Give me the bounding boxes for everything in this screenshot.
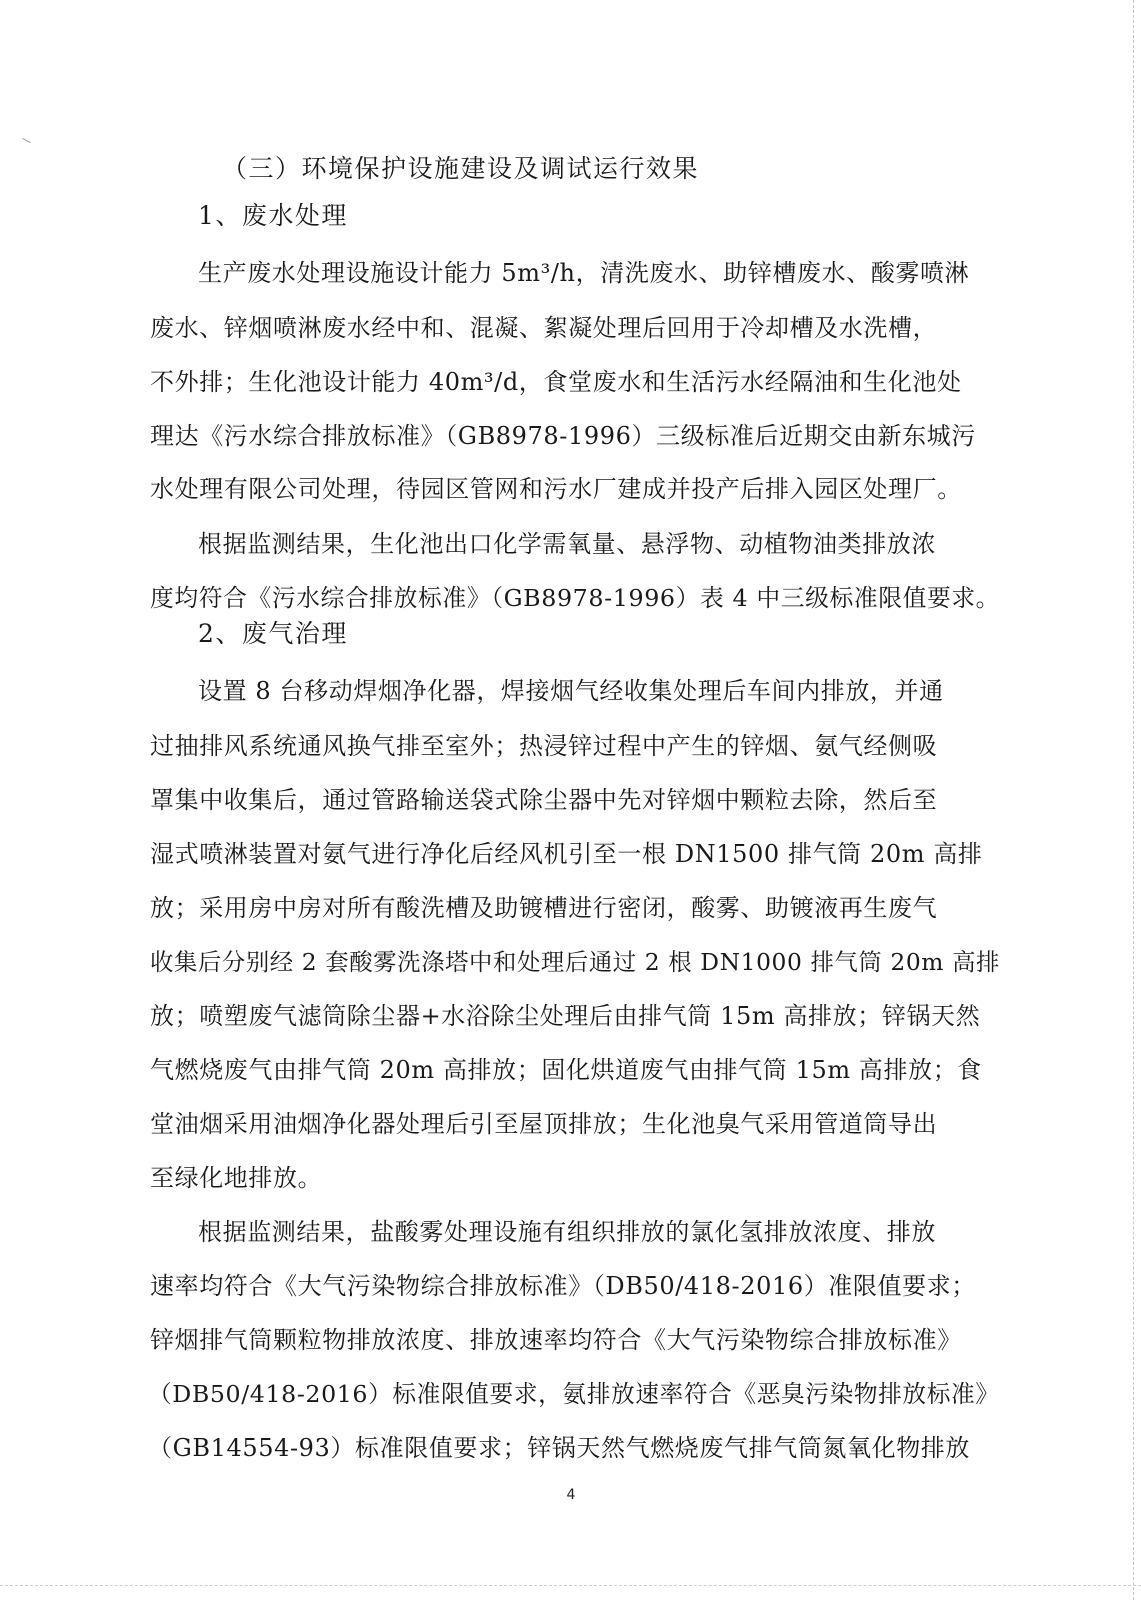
text-line: 放；喷塑废气滤筒除尘器+水浴除尘处理后由排气筒 15m 高排放；锌锅天然 xyxy=(150,1002,981,1030)
text-line: 理达《污水综合排放标准》（GB8978-1996）三级标准后近期交由新东城污 xyxy=(150,422,976,450)
text-line: 至绿化地排放。 xyxy=(150,1164,323,1192)
text-line: 水处理有限公司处理，待园区管网和污水厂建成并投产后排入园区处理厂。 xyxy=(150,475,962,503)
scan-mark xyxy=(22,138,30,143)
text-line: 过抽排风系统通风换气排至室外；热浸锌过程中产生的锌烟、氨气经侧吸 xyxy=(150,732,938,760)
text-line: （DB50/418-2016）标准限值要求，氨排放速率符合《恶臭污染物排放标准》 xyxy=(148,1380,1000,1408)
page-number: 4 xyxy=(566,1487,576,1503)
text-line: 收集后分别经 2 套酸雾洗涤塔中和处理后通过 2 根 DN1000 排气筒 20m 高排 xyxy=(150,948,1000,976)
text-line: 废水、锌烟喷淋废水经中和、混凝、絮凝处理后回用于冷却槽及水洗槽， xyxy=(150,314,938,342)
section-heading: （三）环境保护设施建设及调试运行效果 xyxy=(222,154,700,183)
text-line: 罩集中收集后，通过管路输送袋式除尘器中先对锌烟中颗粒去除，然后至 xyxy=(150,786,938,814)
subsection-heading-wastewater: 1、废水处理 xyxy=(198,201,348,230)
text-line: 生产废水处理设施设计能力 5m³/h，清洗废水、助锌槽废水、酸雾喷淋 xyxy=(198,259,970,287)
text-line: 气燃烧废气由排气筒 20m 高排放；固化烘道废气由排气筒 15m 高排放；食 xyxy=(150,1056,982,1084)
text-line: 根据监测结果，盐酸雾处理设施有组织排放的氯化氢排放浓度、排放 xyxy=(198,1218,936,1246)
scan-edge-right xyxy=(1133,0,1134,1600)
text-line: 锌烟排气筒颗粒物排放浓度、排放速率均符合《大气污染物综合排放标准》 xyxy=(150,1326,962,1354)
text-line: 堂油烟采用油烟净化器处理后引至屋顶排放；生化池臭气采用管道筒导出 xyxy=(150,1110,938,1138)
text-line: 湿式喷淋装置对氨气进行净化后经风机引至一根 DN1500 排气筒 20m 高排 xyxy=(150,840,983,868)
subsection-heading-exhaust-gas: 2、废气治理 xyxy=(198,619,348,648)
text-line: 根据监测结果，生化池出口化学需氧量、悬浮物、动植物油类排放浓 xyxy=(198,530,936,558)
text-line: （GB14554-93）标准限值要求；锌锅天然气燃烧废气排气筒氮氧化物排放 xyxy=(148,1434,971,1462)
scan-edge-bottom xyxy=(0,1585,1141,1586)
text-line: 设置 8 台移动焊烟净化器，焊接烟气经收集处理后车间内排放，并通 xyxy=(198,677,944,705)
text-line: 不外排；生化池设计能力 40m³/d，食堂废水和生活污水经隔油和生化池处 xyxy=(150,368,962,396)
text-line: 放；采用房中房对所有酸洗槽及助镀槽进行密闭，酸雾、助镀液再生废气 xyxy=(150,894,938,922)
text-line: 度均符合《污水综合排放标准》（GB8978-1996）表 4 中三级标准限值要求。 xyxy=(150,584,1001,612)
text-line: 速率均符合《大气污染物综合排放标准》（DB50/418-2016）准限值要求； xyxy=(150,1272,976,1300)
